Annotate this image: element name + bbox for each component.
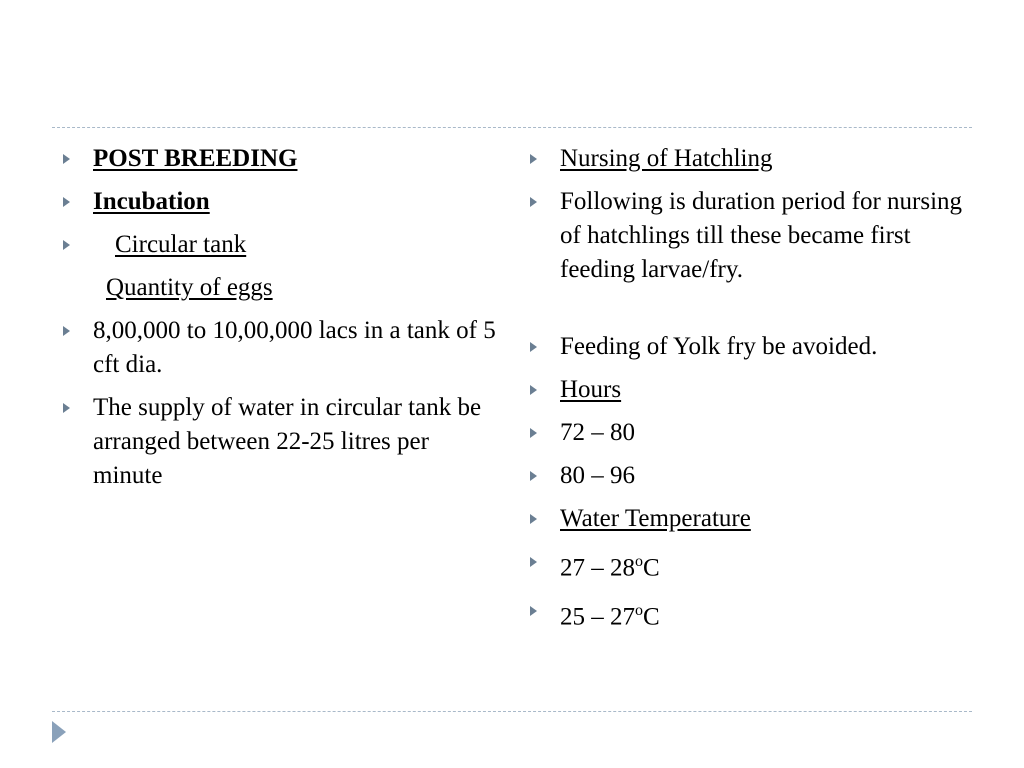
eggs-quantity-text: 8,00,000 to 10,00,000 lacs in a tank of 5 cft dia. [93,317,496,378]
quantity-of-eggs-label: Quantity of eggs [106,274,273,301]
triangle-bullet-icon [530,428,537,438]
triangle-bullet-icon [530,557,537,567]
hours-heading: Hours [560,376,622,403]
list-item-water-supply [60,391,500,493]
top-divider [52,127,972,128]
right-column [527,142,967,644]
list-item-temperature-heading [527,502,967,536]
triangle-bullet-icon [530,385,537,395]
list-item-hours-2 [527,459,967,493]
temp-2-unit: C [643,603,660,631]
water-supply-text: The supply of water in circular tank be arranged between 22-25 litres per minute [93,394,482,489]
next-arrow-icon[interactable] [52,721,66,743]
temp-1-unit: C [643,554,660,582]
triangle-bullet-icon [63,197,70,207]
spacer [527,296,967,330]
temp-2-value: 25 – 27 [560,603,635,631]
nursing-heading: Nursing of Hatchling [560,145,773,172]
left-column [60,142,500,502]
temp-1-value: 27 – 28 [560,554,635,582]
incubation-heading: Incubation [93,188,210,215]
list-item-yolk-fry [527,330,967,364]
yolk-fry-text: Feeding of Yolk fry be avoided. [560,333,878,360]
post-breeding-heading: POST BREEDING [93,145,298,172]
list-item-temp-2 [527,594,967,634]
list-item-hours-1 [527,416,967,450]
list-item-incubation [60,185,500,219]
triangle-bullet-icon [63,240,70,250]
temperature-heading: Water Temperature [560,505,751,532]
nursing-description-text: Following is duration period for nursing of hatchlings till these became first feeding larvae/fry. [560,188,963,283]
list-item-nursing-description [527,185,967,287]
triangle-bullet-icon [530,606,537,616]
hours-1-text: 72 – 80 [560,419,635,446]
triangle-bullet-icon [530,197,537,207]
list-item-quantity-of-eggs [60,271,500,305]
list-item-temp-1 [527,545,967,585]
triangle-bullet-icon [63,326,70,336]
triangle-bullet-icon [63,403,70,413]
temp-1-superscript: o [635,553,643,570]
temp-2-superscript: o [635,602,643,620]
list-item-circular-tank [60,228,500,262]
circular-tank-label: Circular tank [115,231,247,258]
list-item-eggs-quantity [60,314,500,382]
triangle-bullet-icon [63,154,70,164]
triangle-bullet-icon [530,471,537,481]
triangle-bullet-icon [530,514,537,524]
triangle-bullet-icon [530,154,537,164]
bottom-divider [52,711,972,712]
list-item-hours-heading [527,373,967,407]
hours-2-text: 80 – 96 [560,462,635,489]
list-item-nursing-heading [527,142,967,176]
list-item-post-breeding [60,142,500,176]
triangle-bullet-icon [530,342,537,352]
